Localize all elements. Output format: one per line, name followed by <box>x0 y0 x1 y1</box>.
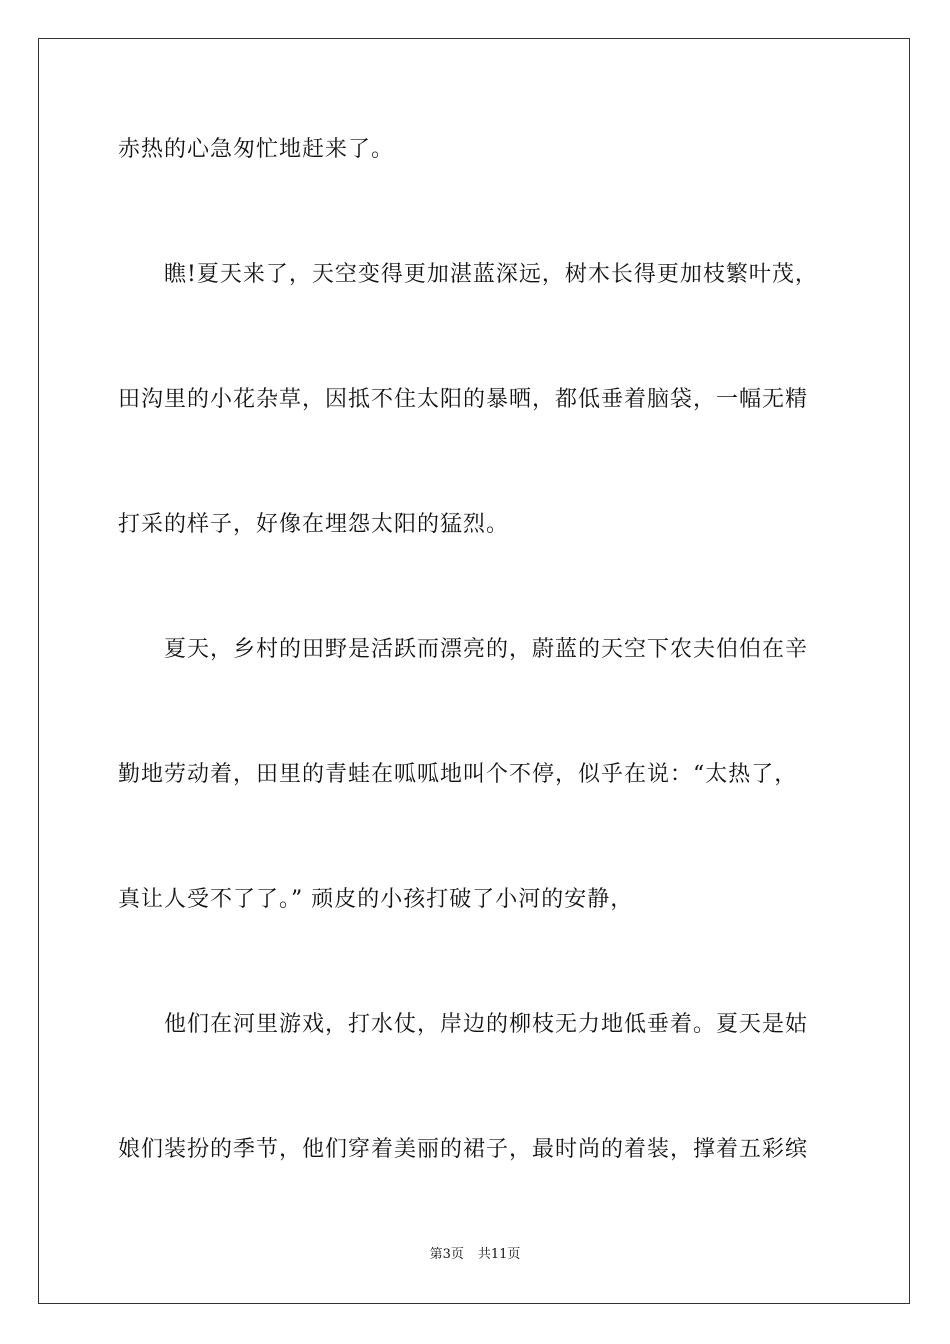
text-line-8: 他们在河里游戏，打水仗，岸边的柳枝无力地低垂着。夏天是姑 <box>164 1012 809 1037</box>
text-line-9: 娘们装扮的季节，他们穿着美丽的裙子，最时尚的着装，撑着五彩缤 <box>118 1137 809 1162</box>
text-line-5: 夏天，乡村的田野是活跃而漂亮的，蔚蓝的天空下农夫伯伯在辛 <box>164 637 809 662</box>
page-border <box>38 38 910 1304</box>
page-number: 第3页 <box>429 1247 464 1262</box>
text-line-2: 瞧!夏天来了，天空变得更加湛蓝深远，树木长得更加枝繁叶茂， <box>164 262 818 287</box>
page-footer <box>0 1246 950 1264</box>
text-line-6: 勤地劳动着，田里的青蛙在呱呱地叫个不停，似乎在说：“太热了， <box>118 762 798 787</box>
page-total: 共11页 <box>477 1247 521 1262</box>
text-line-1: 赤热的心急匆忙地赶来了。 <box>118 137 395 162</box>
text-line-7: 真让人受不了了。” 顽皮的小孩打破了小河的安静， <box>118 887 634 912</box>
text-line-4: 打采的样子，好像在埋怨太阳的猛烈。 <box>118 512 510 537</box>
text-line-3: 田沟里的小花杂草，因抵不住太阳的暴晒，都低垂着脑袋，一幅无精 <box>118 387 809 412</box>
